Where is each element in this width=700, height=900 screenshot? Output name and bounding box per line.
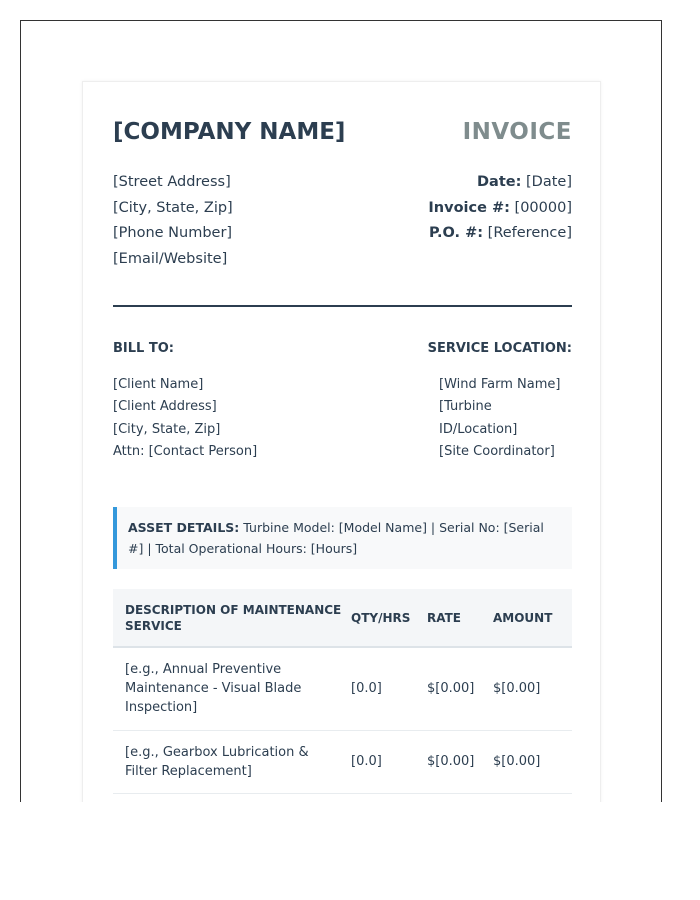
invoice-sheet xyxy=(82,81,601,802)
table-header-row xyxy=(113,589,572,647)
amount-header: AMOUNT xyxy=(493,589,572,647)
bill-to-block xyxy=(113,374,257,463)
page-frame xyxy=(20,20,662,802)
table-row xyxy=(113,730,572,793)
table-row xyxy=(113,647,572,730)
email-website: [Email/Website] xyxy=(113,251,228,268)
client-name: [Client Name] xyxy=(113,377,204,392)
asset-details-label: ASSET DETAILS: xyxy=(128,520,240,535)
po-value: [Reference] xyxy=(487,225,572,242)
service-location-heading: SERVICE LOCATION: xyxy=(427,341,572,356)
row-qty: [0.0] xyxy=(351,647,427,730)
city-state-zip: [City, State, Zip] xyxy=(113,199,233,216)
client-city-state-zip: [City, State, Zip] xyxy=(113,421,221,437)
asset-details-box xyxy=(113,507,572,569)
invoice-number-line xyxy=(428,196,572,222)
turbine-location: [Turbine ID/Location] xyxy=(439,399,518,437)
site-coordinator: [Site Coordinator] xyxy=(439,443,555,459)
row-description: [e.g., Annual Preventive Maintenance - Visual Blade Inspection] xyxy=(113,647,351,730)
client-address: [Client Address] xyxy=(113,399,217,415)
po-label: P.O. #: xyxy=(429,225,484,242)
row-rate: $[0.00] xyxy=(427,647,493,730)
asset-details-text: Turbine Model: [Model Name] | Serial No: [Serial #] | Total Operational Hours: [Hours] xyxy=(128,520,544,556)
qty-header: QTY/HRS xyxy=(351,589,427,647)
wind-farm-name: [Wind Farm Name] xyxy=(439,377,561,392)
row-description: [e.g., Gearbox Lubrication & Filter Replacement] xyxy=(113,730,351,793)
row-amount: $[0.00] xyxy=(493,647,572,730)
row-amount: $[0.00] xyxy=(493,730,572,793)
date-label: Date: xyxy=(477,174,522,190)
company-address xyxy=(113,170,233,273)
date-line xyxy=(428,170,572,196)
invoice-number-value: [00000] xyxy=(514,199,572,216)
row-rate: $[0.00] xyxy=(427,730,493,793)
street-address: [Street Address] xyxy=(113,174,231,190)
po-line xyxy=(428,221,572,247)
line-items-table xyxy=(113,589,572,794)
description-header: DESCRIPTION OF MAINTENANCE SERVICE xyxy=(113,589,351,647)
invoice-meta xyxy=(428,170,572,247)
bill-to-heading: BILL TO: xyxy=(113,341,174,356)
service-location-block xyxy=(439,374,572,463)
client-contact: Attn: [Contact Person] xyxy=(113,443,258,459)
phone-number: [Phone Number] xyxy=(113,225,233,242)
invoice-title: INVOICE xyxy=(462,119,572,145)
rate-header: RATE xyxy=(427,589,493,647)
invoice-number-label: Invoice #: xyxy=(428,199,510,216)
date-value: [Date] xyxy=(526,174,572,190)
header-divider xyxy=(113,305,572,307)
company-name: [COMPANY NAME] xyxy=(113,119,346,145)
row-qty: [0.0] xyxy=(351,730,427,793)
